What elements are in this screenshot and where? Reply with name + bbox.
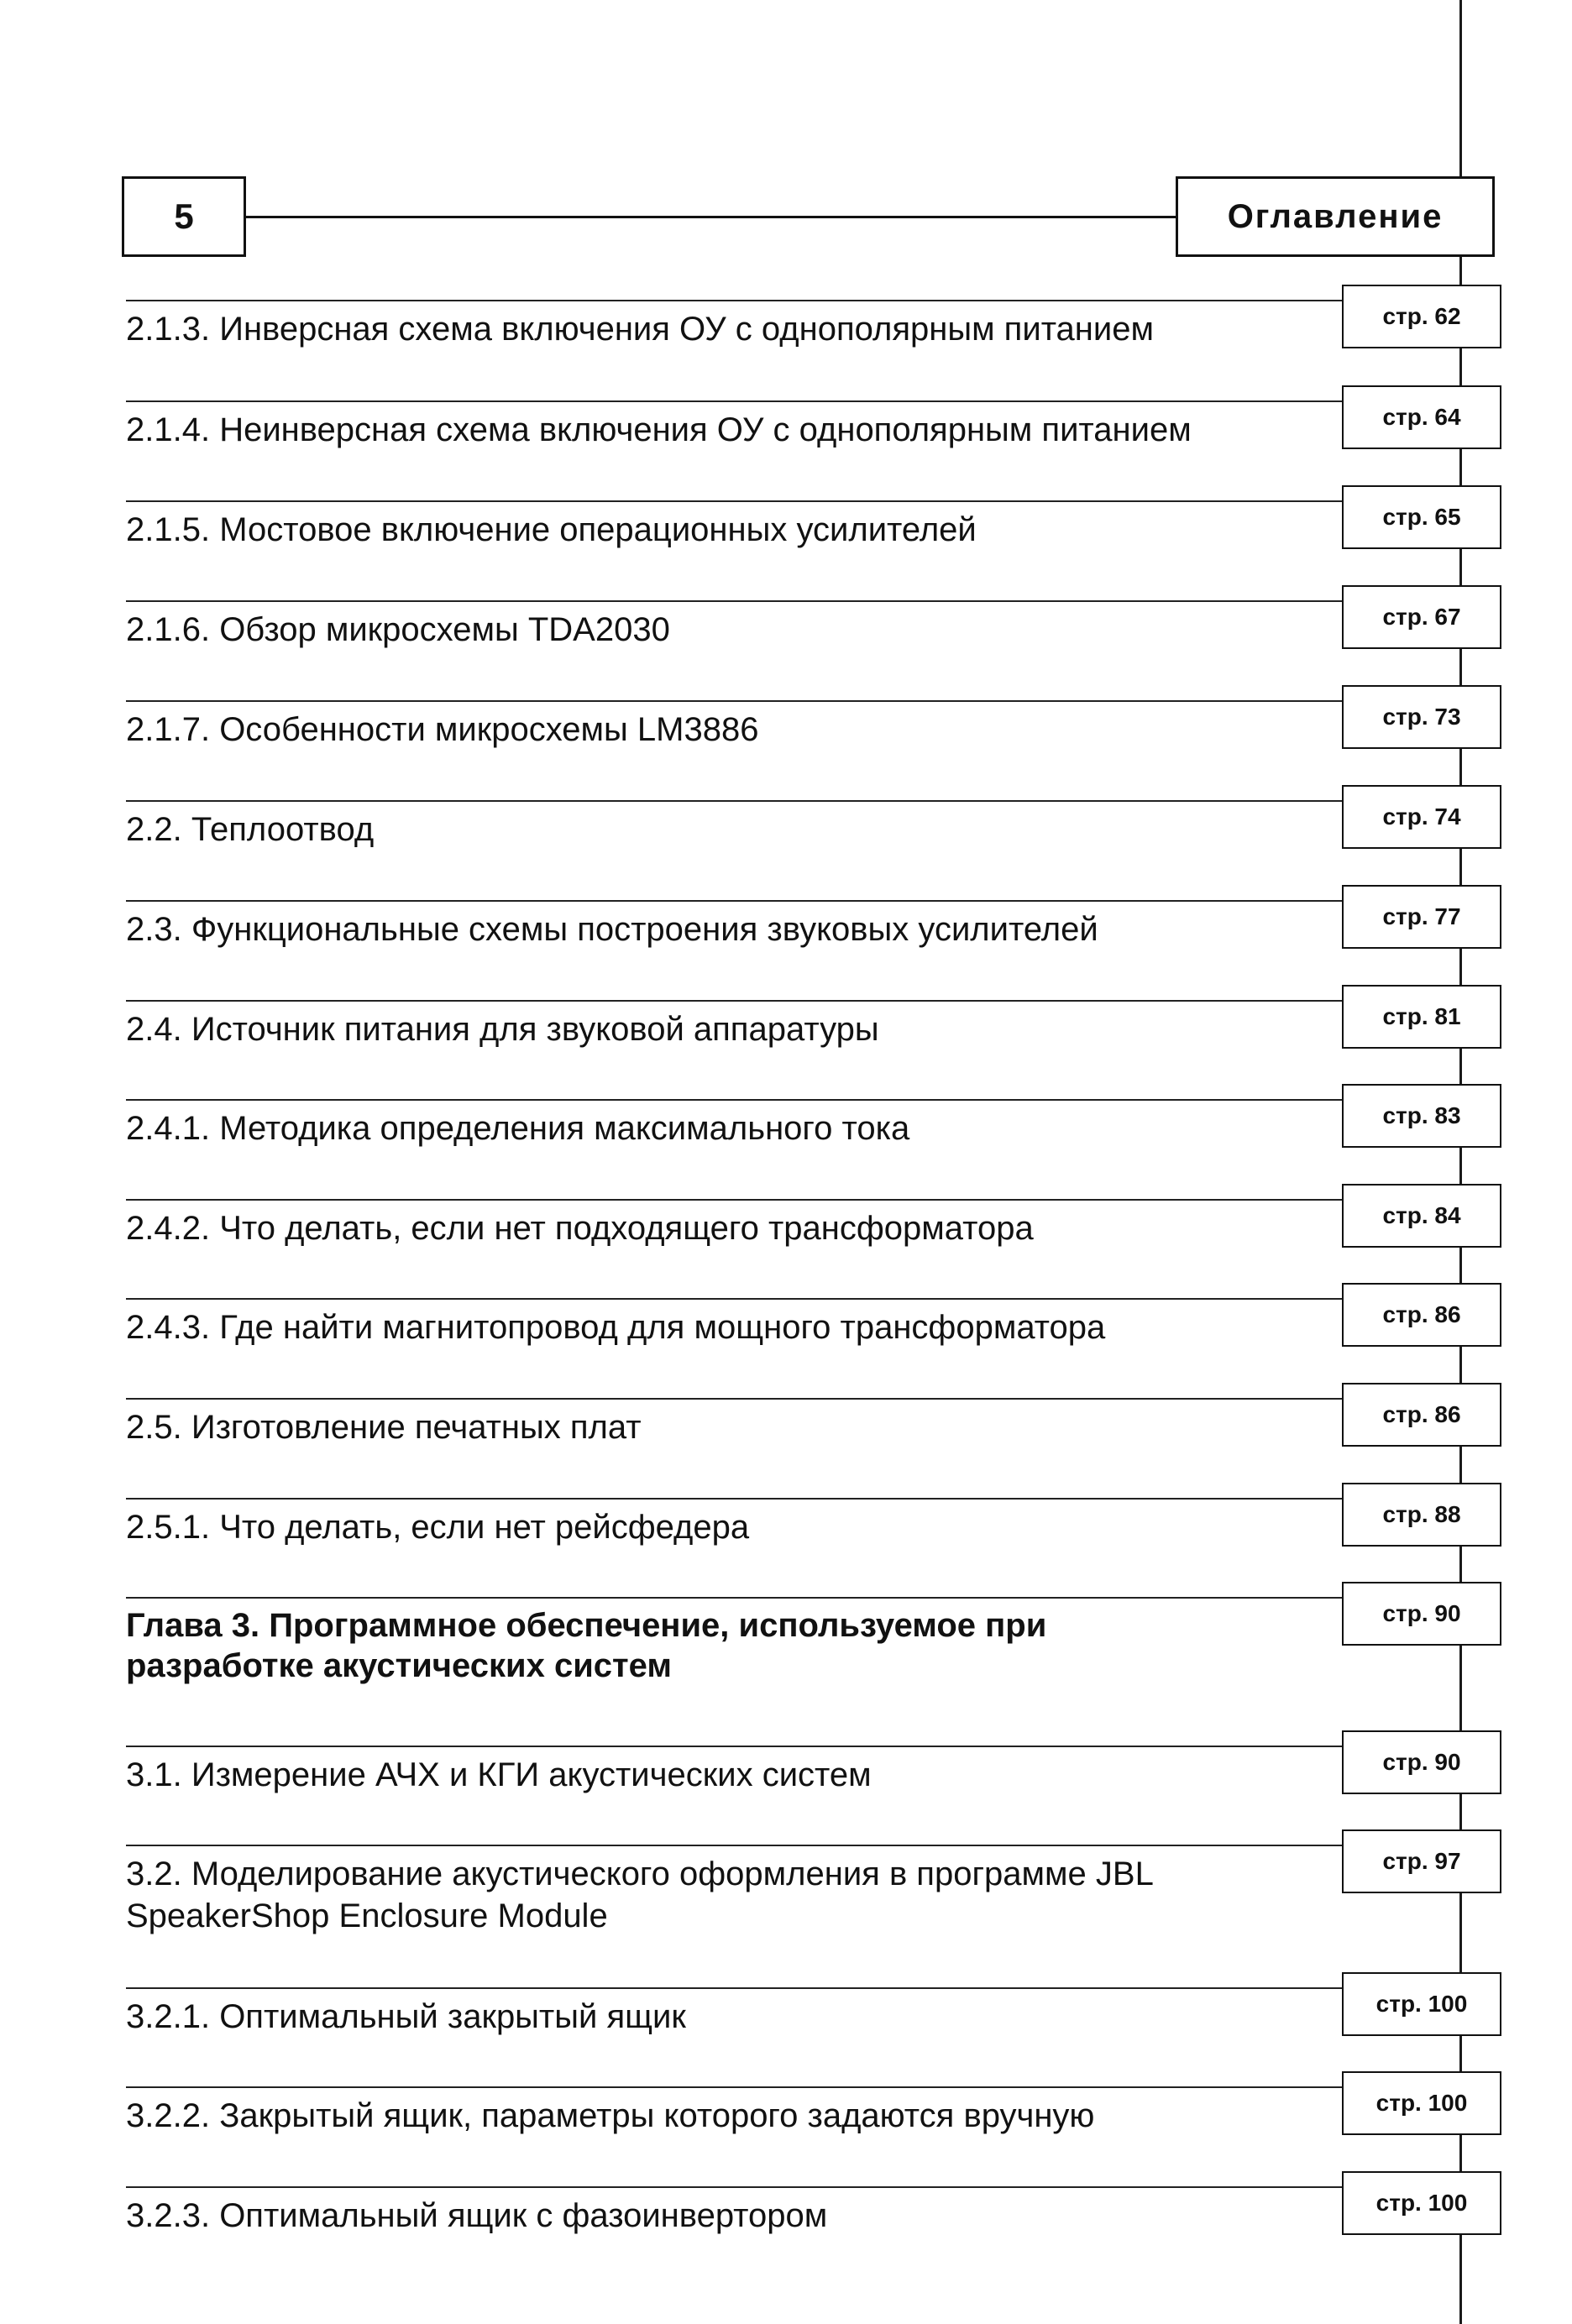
entry-rule — [126, 1099, 1342, 1101]
entry-title: 2.3. Функциональные схемы построения звуковых усилителей — [126, 911, 1098, 948]
page-ref-box[interactable]: стр. 62 — [1342, 285, 1501, 348]
entry-title: 2.1.5. Мостовое включение операционных усилителей — [126, 511, 977, 548]
header-rule — [246, 216, 1176, 218]
page-ref-box[interactable]: стр. 88 — [1342, 1483, 1501, 1547]
entry-rule — [126, 2086, 1342, 2088]
page-ref-box[interactable]: стр. 90 — [1342, 1582, 1501, 1646]
page-ref-box[interactable]: стр. 83 — [1342, 1084, 1501, 1148]
page-ref-box[interactable]: стр. 90 — [1342, 1730, 1501, 1794]
page-ref-box[interactable]: стр. 100 — [1342, 2171, 1501, 2235]
entry-rule — [126, 900, 1342, 902]
page-ref-box[interactable]: стр. 64 — [1342, 385, 1501, 449]
entry-rule — [126, 400, 1342, 402]
page-ref-box[interactable]: стр. 73 — [1342, 685, 1501, 749]
entry-title: 2.4. Источник питания для звуковой аппаратуры — [126, 1011, 879, 1048]
page-ref-box[interactable]: стр. 77 — [1342, 885, 1501, 949]
page-ref-box[interactable]: стр. 84 — [1342, 1184, 1501, 1248]
entry-title: 3.2.3. Оптимальный ящик с фазоинвертором — [126, 2197, 828, 2234]
page-ref-box[interactable]: стр. 86 — [1342, 1283, 1501, 1347]
entry-title: 2.4.1. Методика определения максимального тока — [126, 1110, 910, 1147]
entry-title: 3.2.2. Закрытый ящик, параметры которого задаются вручную — [126, 2097, 1095, 2134]
entry-title: 2.1.6. Обзор микросхемы TDA2030 — [126, 611, 670, 648]
entry-title: 3.2.1. Оптимальный закрытый ящик — [126, 1998, 686, 2035]
page-ref-box[interactable]: стр. 100 — [1342, 2071, 1501, 2135]
entry-rule — [126, 1746, 1342, 1747]
entry-rule — [126, 800, 1342, 802]
entry-rule — [126, 1597, 1342, 1599]
entry-rule — [126, 1845, 1342, 1846]
entry-rule — [126, 700, 1342, 702]
entry-rule — [126, 300, 1342, 301]
entry-rule — [126, 1398, 1342, 1400]
page-ref-box[interactable]: стр. 97 — [1342, 1829, 1501, 1893]
entry-title: 3.2. Моделирование акустического оформления в программе JBL SpeakerShop Enclosure Module — [126, 1856, 1153, 1934]
entry-title: 2.5. Изготовление печатных плат — [126, 1409, 642, 1446]
entry-title: 2.2. Теплоотвод — [126, 811, 375, 848]
page-ref-box[interactable]: стр. 100 — [1342, 1972, 1501, 2036]
entry-rule — [126, 1298, 1342, 1300]
entry-title: 3.1. Измерение АЧХ и КГИ акустических систем — [126, 1756, 872, 1793]
entry-title: 2.1.3. Инверсная схема включения ОУ с однополярным питанием — [126, 311, 1154, 348]
page-ref-box[interactable]: стр. 67 — [1342, 585, 1501, 649]
entry-title: 2.4.2. Что делать, если нет подходящего трансформатора — [126, 1210, 1034, 1247]
page-number: 5 — [122, 176, 246, 257]
entry-rule — [126, 1498, 1342, 1500]
page-ref-box[interactable]: стр. 74 — [1342, 785, 1501, 849]
page-ref-box[interactable]: стр. 81 — [1342, 985, 1501, 1049]
section-title: Оглавление — [1176, 176, 1495, 257]
entry-title: 2.5.1. Что делать, если нет рейсфедера — [126, 1509, 750, 1546]
entry-rule — [126, 1199, 1342, 1201]
page-ref-box[interactable]: стр. 65 — [1342, 485, 1501, 549]
entry-rule — [126, 500, 1342, 502]
entry-title: 2.1.4. Неинверсная схема включения ОУ с однополярным питанием — [126, 411, 1192, 448]
chapter-title: Глава 3. Программное обеспечение, используемое при разработке акустических систем — [126, 1607, 1047, 1684]
page-ref-box[interactable]: стр. 86 — [1342, 1383, 1501, 1447]
entry-rule — [126, 1000, 1342, 1002]
entry-rule — [126, 2186, 1342, 2188]
entry-rule — [126, 600, 1342, 602]
entry-rule — [126, 1987, 1342, 1989]
entry-title: 2.1.7. Особенности микросхемы LM3886 — [126, 711, 759, 748]
entry-title: 2.4.3. Где найти магнитопровод для мощного трансформатора — [126, 1309, 1106, 1346]
